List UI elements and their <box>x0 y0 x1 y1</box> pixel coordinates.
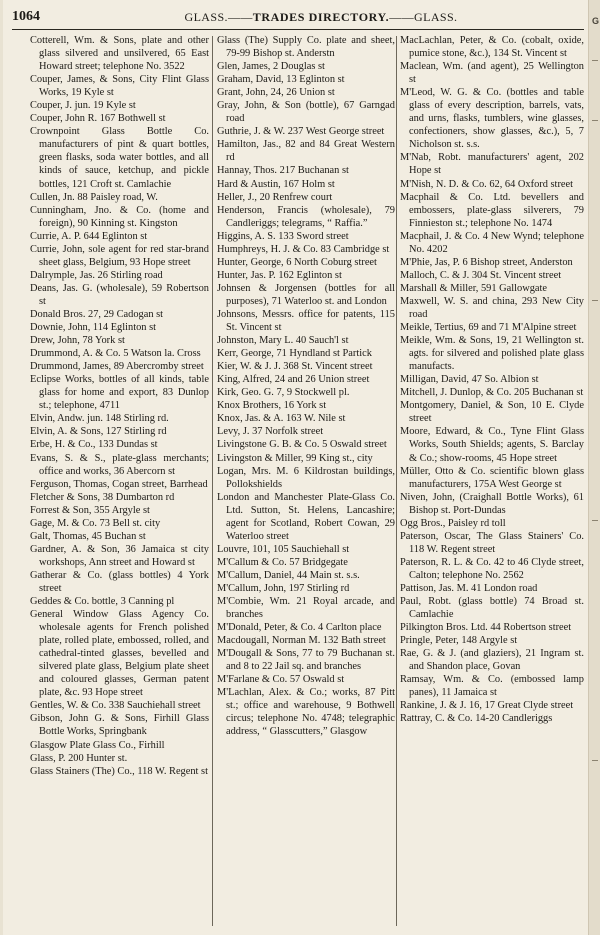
directory-entry: Knox, Jas. & A. 163 W. Nile st <box>217 413 346 425</box>
directory-entry: M'Farlane & Co. 57 Oswald st <box>217 674 345 686</box>
directory-entry: Elvin, Andw. jun. 148 Stirling rd. <box>30 413 169 425</box>
directory-entry: Meikle, Tertius, 69 and 71 M'Alpine street <box>400 322 577 334</box>
directory-entry: Ramsay, Wm. & Co. (embossed lamp panes), 11 Jamaica st <box>400 674 584 699</box>
directory-entry: Currie, John, sole agent for red star-brand sheet glass, Belgium, 93 Hope street <box>30 243 209 268</box>
directory-entry: Gentles, W. & Co. 338 Sauchiehall street <box>30 700 201 712</box>
running-title-right: GLASS. <box>414 9 458 24</box>
directory-entry: Elvin, A. & Sons, 127 Stirling rd <box>30 426 167 438</box>
directory-entry: Cullen, Jn. 88 Paisley road, W. <box>30 191 158 203</box>
directory-entry: Fletcher & Sons, 38 Dumbarton rd <box>30 491 175 503</box>
directory-entry: Evans, S. & S., plate-glass merchants; office and works, 36 Abercorn st <box>30 452 209 477</box>
directory-entry: Drummond, James, 89 Abercromby street <box>30 361 204 373</box>
column-2 <box>217 34 395 739</box>
directory-entry: Livingstone G. B. & Co. 5 Oswald street <box>217 439 387 451</box>
directory-entry: Knox Brothers, 16 York st <box>217 400 327 412</box>
directory-entry: Grant, John, 24, 26 Union st <box>217 87 335 99</box>
directory-entry: Donald Bros. 27, 29 Cadogan st <box>30 308 164 320</box>
column-divider-2 <box>396 36 397 926</box>
directory-entry: Johnston, Mary L. 40 Sauch'l st <box>217 335 349 347</box>
directory-entry: Eclipse Works, bottles of all kinds, table glass for home and export, 83 Dunlop st.; telephone, 4711 <box>30 374 209 412</box>
directory-entry: Cotterell, Wm. & Sons, plate and other glass silvered and unsilvered, 65 East Howard street; telephone No. 3522 <box>30 35 209 73</box>
directory-entry: M'Lachlan, Alex. & Co.; works, 87 Pitt st.; office and warehouse, 9 Bothwell circus; telephone No. 4748; telegraphic address, “ Glasscutters,” Glasgow <box>217 687 395 738</box>
directory-entry: M'Phie, Jas, P. 6 Bishop street, Anderston <box>400 256 573 268</box>
column-divider-1 <box>212 36 213 926</box>
directory-entry: Niven, John, (Craighall Bottle Works), 61 Bishop st. Port-Dundas <box>400 491 584 516</box>
directory-entry: Paterson, Oscar, The Glass Stainers' Co. 118 W. Regent street <box>400 530 584 555</box>
directory-entry: Glass Stainers (The) Co., 118 W. Regent st <box>30 765 208 777</box>
directory-entry: M'Dougall & Sons, 77 to 79 Buchanan st. and 8 to 22 Jail sq. and branches <box>217 648 395 673</box>
directory-entry: MacLachlan, Peter, & Co. (cobalt, oxide, pumice stone, &c.), 134 St. Vincent st <box>400 35 584 60</box>
directory-entry: Moore, Edward, & Co., Tyne Flint Glass Works, South Shields; agents, S. Barclay & Co.; show-rooms, 45 Hope street <box>400 426 584 464</box>
directory-entry: Drummond, A. & Co. 5 Watson la. Cross <box>30 348 201 360</box>
directory-entry: Dalrymple, Jas. 26 Stirling road <box>30 269 163 281</box>
directory-entry: Hamilton, Jas., 82 and 84 Great Western rd <box>217 139 395 164</box>
directory-entry: M'Leod, W. G. & Co. (bottles and table glass of every description, barrels, vats, and urns, flasks, tumblers, wine glasses, confectioners, show glasses, &c.), 5, 7 Nicholson st. s.s. <box>400 87 584 151</box>
directory-entry: Montgomery, Daniel, & Son, 10 E. Clyde street <box>400 400 584 425</box>
directory-entry: Galt, Thomas, 45 Buchan st <box>30 530 146 542</box>
column-3 <box>400 34 584 725</box>
directory-entry: M'Nab, Robt. manufacturers' agent, 202 Hope st <box>400 152 584 177</box>
thumb-index-edge <box>588 0 600 935</box>
directory-entry: Forrest & Son, 355 Argyle st <box>30 504 150 516</box>
directory-entry: King, Alfred, 24 and 26 Union street <box>217 374 370 386</box>
directory-entry: Ferguson, Thomas, Cogan street, Barrhead <box>30 478 208 490</box>
directory-entry: Macphail & Co. Ltd. bevellers and embossers, plate-glass silverers, 79 Finnieston st.; telephone No. 1474 <box>400 191 584 229</box>
directory-entry: Gage, M. & Co. 73 Bell st. city <box>30 517 161 529</box>
directory-entry: Hannay, Thos. 217 Buchanan st <box>217 165 349 177</box>
directory-entry: Meikle, Wm. & Sons, 19, 21 Wellington st. agts. for silvered and polished plate glass manufacts. <box>400 335 584 373</box>
directory-entry: Currie, A. P. 644 Eglinton st <box>30 230 148 242</box>
directory-entry: Pilkington Bros. Ltd. 44 Robertson street <box>400 622 572 634</box>
directory-entry: Johnsen & Jorgensen (bottles for all purposes), 71 Waterloo st. and London <box>217 282 395 307</box>
directory-entry: Malloch, C. & J. 304 St. Vincent street <box>400 269 562 281</box>
directory-entry: M'Donald, Peter, & Co. 4 Carlton place <box>217 622 382 634</box>
directory-entry: M'Nish, N. D. & Co. 62, 64 Oxford street <box>400 178 574 190</box>
directory-entry: Hard & Austin, 167 Holm st <box>217 178 335 190</box>
directory-entry: Macdougall, Norman M. 132 Bath street <box>217 635 386 647</box>
directory-entry: Henderson, Francis (wholesale), 79 Candleriggs; telegrams, “ Raffia.” <box>217 204 395 229</box>
directory-entry: Hunter, George, 6 North Coburg street <box>217 256 377 268</box>
page-header <box>12 6 582 28</box>
running-title-left: GLASS. <box>184 9 228 24</box>
directory-entry: Humphreys, H. J. & Co. 83 Cambridge st <box>217 243 390 255</box>
directory-entry: Erbe, H. & Co., 133 Dundas st <box>30 439 158 451</box>
directory-entry: Johnsons, Messrs. office for patents, 115 St. Vincent st <box>217 308 395 334</box>
directory-entry: Glasgow Plate Glass Co., Firhill <box>30 739 165 751</box>
directory-entry: Milligan, David, 47 So. Albion st <box>400 374 539 386</box>
directory-entry: Geddes & Co. bottle, 3 Canning pl <box>30 596 175 608</box>
directory-entry: Drew, John, 78 York st <box>30 335 125 347</box>
directory-entry: Heller, J., 20 Renfrew court <box>217 191 333 203</box>
directory-entry: Louvre, 101, 105 Sauchiehall st <box>217 543 350 555</box>
directory-entry: Rattray, C. & Co. 14-20 Candleriggs <box>400 713 553 725</box>
directory-entry: Logan, Mrs. M. 6 Kildrostan buildings, Pollokshields <box>217 465 395 490</box>
directory-entry: Kirk, Geo. G. 7, 9 Stockwell pl. <box>217 387 350 399</box>
column-1 <box>30 34 209 778</box>
directory-entry: General Window Glass Agency Co. wholesale agents for French polished plate, rolled plate, embossed, rolled, and cathedral-tinted glasses, bevelled and silvered plate glass, Belgium plate sheet and coloured glasses, German patent plate, &c. 93 Hope street <box>30 609 209 699</box>
directory-entry: Mitchell, J. Dunlop, & Co. 205 Buchanan st <box>400 387 584 399</box>
directory-entry: Gatherar & Co. (glass bottles) 4 York street <box>30 569 209 594</box>
directory-entry: Glen, James, 2 Douglas st <box>217 61 325 73</box>
directory-entry: Gray, John, & Son (bottle), 67 Garngad road <box>217 100 395 125</box>
directory-entry: Pattison, Jas. M. 41 London road <box>400 582 538 594</box>
directory-entry: Couper, John R. 167 Bothwell st <box>30 113 166 125</box>
directory-entry: Paul, Robt. (glass bottle) 74 Broad st. Camlachie <box>400 596 584 621</box>
directory-entry: Paterson, R. L. & Co. 42 to 46 Clyde street, Calton; telephone No. 2562 <box>400 556 584 581</box>
directory-entry: Marshall & Miller, 591 Gallowgate <box>400 282 548 294</box>
directory-entry: Crownpoint Glass Bottle Co. manufacturers of pint & quart bottles, green flasks, soda water bottles, and all kinds of sauce, ketchup, and pickle bottles, 121 Croft st. Camlachie <box>30 126 209 190</box>
directory-entry: Deans, Jas. G. (wholesale), 59 Robertson st <box>30 282 209 307</box>
directory-entry: Maclean, Wm. (and agent), 25 Wellington st <box>400 61 584 86</box>
directory-entry: Couper, J. jun. 19 Kyle st <box>30 100 136 112</box>
directory-entry: Gibson, John G. & Sons, Firhill Glass Bottle Works, Springbank <box>30 713 209 738</box>
running-title: GLASS.——TRADES DIRECTORY.——GLASS. <box>184 9 458 24</box>
directory-entry: Maxwell, W. S. and china, 293 New City road <box>400 295 584 320</box>
directory-entry: Müller, Otto & Co. scientific blown glass manufacturers, 175A West George st <box>400 465 584 490</box>
page-number: 1064 <box>12 9 40 24</box>
thumb-index-letter: G <box>591 16 599 26</box>
directory-entry: Glass, P. 200 Hunter st. <box>30 752 128 764</box>
directory-entry: Rankine, J. & J. 16, 17 Great Clyde street <box>400 700 574 712</box>
header-rule <box>12 29 584 30</box>
directory-entry: M'Callum, John, 197 Stirling rd <box>217 582 350 594</box>
directory-entry: Livingston & Miller, 99 King st., city <box>217 452 373 464</box>
directory-entry: Ogg Bros., Paisley rd toll <box>400 517 506 529</box>
directory-entry: Levy, J. 37 Norfolk street <box>217 426 324 438</box>
directory-entry: Gardner, A. & Son, 36 Jamaica st city workshops, Ann street and Howard st <box>30 543 209 568</box>
directory-entry: M'Callum & Co. 57 Bridgegate <box>217 556 348 568</box>
directory-entry: Kier, W. & J. J. 368 St. Vincent street <box>217 361 373 373</box>
directory-entry: Cunningham, Jno. & Co. (home and foreign), 90 Kinning st. Kingston <box>30 204 209 229</box>
directory-entry: M'Callum, Daniel, 44 Main st. s.s. <box>217 569 360 581</box>
directory-entry: Higgins, A. S. 133 Sword street <box>217 230 349 242</box>
directory-entry: M'Combie, Wm. 21 Royal arcade, and branches <box>217 596 395 621</box>
directory-entry: Glass (The) Supply Co. plate and sheet, 79-99 Bishop st. Anderstn <box>217 35 395 60</box>
running-title-center: TRADES DIRECTORY. <box>252 9 390 24</box>
directory-entry: Pringle, Peter, 148 Argyle st <box>400 635 518 647</box>
directory-entry: Macphail, J. & Co. 4 New Wynd; telephone No. 4202 <box>400 230 584 255</box>
directory-entry: Rae, G. & J. (and glaziers), 21 Ingram st. and Shandon place, Govan <box>400 648 584 673</box>
directory-entry: London and Manchester Plate-Glass Co. Ltd. Sutton, St. Helens, Lancashire; agent for Scotland, Robert Cowan, 29 Waterloo street <box>217 491 395 542</box>
directory-entry: Hunter, Jas. P. 162 Eglinton st <box>217 269 342 281</box>
page-left-edge <box>0 0 3 935</box>
directory-entry: Guthrie, J. & W. 237 West George street <box>217 126 385 138</box>
directory-entry: Downie, John, 114 Eglinton st <box>30 322 157 334</box>
directory-entry: Kerr, George, 71 Hyndland st Partick <box>217 348 372 360</box>
directory-entry: Couper, James, & Sons, City Flint Glass Works, 19 Kyle st <box>30 74 209 99</box>
directory-entry: Graham, David, 13 Eglinton st <box>217 74 345 86</box>
